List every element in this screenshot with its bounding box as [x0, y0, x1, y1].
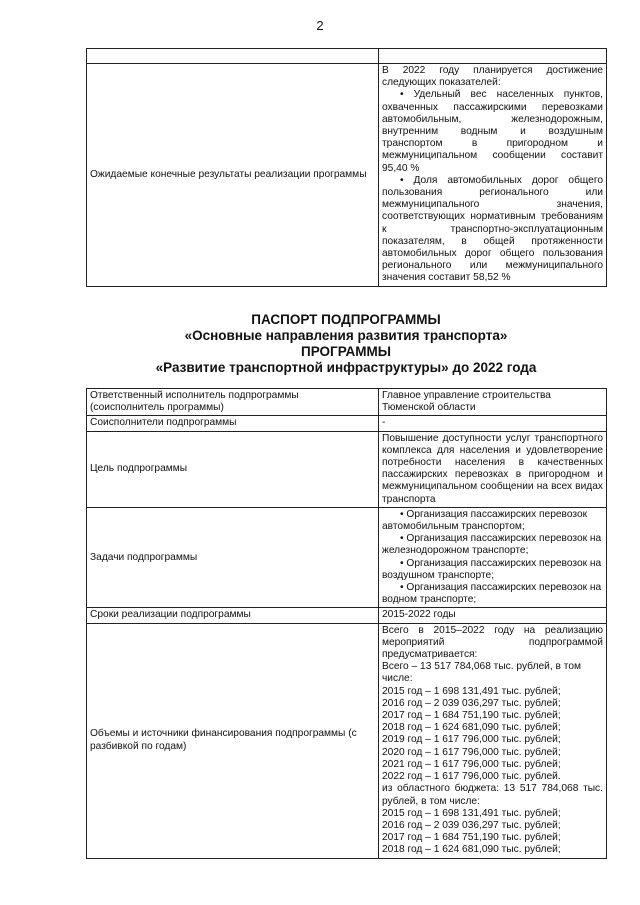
- funding-regional-year: 2015 год – 1 698 131,491 тыс. рублей;: [382, 807, 561, 819]
- funding-year: 2018 год – 1 624 681,090 тыс. рублей;: [382, 722, 561, 734]
- row-value: [379, 507, 607, 608]
- funding-year: 2016 год – 2 039 036,297 тыс. рублей;: [382, 697, 561, 709]
- row-label: Ответственный исполнитель подпрограммы (соисполнитель программы): [87, 389, 379, 416]
- task-item: • Организация пассажирских перевозок на железнодорожном транспорте;: [382, 533, 602, 557]
- row-label: Задачи подпрограммы: [87, 507, 379, 608]
- title-line: ПАСПОРТ ПОДПРОГРАММЫ: [251, 312, 441, 327]
- title-line: «Развитие транспортной инфраструктуры» до 2022 года: [155, 360, 537, 375]
- row-value: -: [379, 416, 607, 431]
- funding-total: Всего – 13 517 784,068 тыс. рублей, в том числе:: [382, 661, 581, 685]
- funding-regional-year: 2017 год – 1 684 751,190 тыс. рублей;: [382, 832, 561, 844]
- task-item: • Организация пассажирских перевозок автомобильным транспортом;: [382, 508, 588, 533]
- task-item: • Организация пассажирских перевозок на водном транспорте;: [382, 582, 602, 606]
- row-label: Соисполнители подпрограммы: [87, 416, 379, 431]
- funding-intro: Всего в 2015–2022 году на реализацию мероприятий подпрограммой предусматривается:: [382, 624, 603, 661]
- table-row: [87, 416, 607, 431]
- table-row: [87, 608, 607, 623]
- row-value: 2015-2022 годы: [379, 608, 607, 623]
- funding-regional-year: 2016 год – 2 039 036,297 тыс. рублей;: [382, 819, 561, 831]
- row-label: Объемы и источники финансирования подпрограммы (с разбивкой по годам): [87, 623, 379, 858]
- row-value: [379, 623, 607, 858]
- title-line: «Основные направления развития транспорта»: [184, 328, 508, 343]
- title-line: ПРОГРАММЫ: [301, 344, 391, 359]
- page-number: 2: [316, 18, 324, 33]
- task-item: • Организация пассажирских перевозок на воздушном транспорте;: [382, 557, 602, 581]
- row-value: Главное управление строительства Тюменской области: [379, 389, 607, 416]
- subprogram-passport-table: [86, 388, 607, 859]
- table-cell: [379, 49, 607, 64]
- results-value: [379, 64, 607, 287]
- table-row: [87, 507, 607, 608]
- table-row: [87, 623, 607, 858]
- row-label: Цель подпрограммы: [87, 431, 379, 507]
- funding-year: 2017 год – 1 684 751,190 тыс. рублей;: [382, 710, 561, 722]
- funding-year: 2019 год – 1 617 796,000 тыс. рублей;: [382, 734, 561, 746]
- results-bullet: • Доля автомобильных дорог общего пользования регионального или межмуниципального значения, соответствующих нормативным требованиям к транспортно-эксплуатационным показателям, в общей протяженности автомобильных дорог общего пользования регионального или межмуниципального значения составит 58,52 %: [382, 174, 603, 284]
- table-row: [87, 389, 607, 416]
- results-intro: В 2022 году планируется достижение следующих показателей:: [382, 65, 603, 89]
- funding-year: 2022 год – 1 617 796,000 тыс. рублей.: [382, 771, 561, 783]
- subprogram-passport-title: [86, 312, 606, 376]
- funding-year: 2020 год – 1 617 796,000 тыс. рублей;: [382, 746, 561, 758]
- table-row: [87, 49, 607, 64]
- table-cell: [87, 49, 379, 64]
- program-results-table: [86, 48, 607, 287]
- funding-year: 2021 год – 1 617 796,000 тыс. рублей;: [382, 758, 561, 770]
- row-value: Повышение доступности услуг транспортного комплекса для населения и удовлетворение потребности населения в качественных пассажирских перевозках в пригородном и межмуниципальном сообщении на всех видах транспорта: [379, 431, 607, 507]
- funding-regional-year: 2018 год – 1 624 681,090 тыс. рублей;: [382, 844, 561, 856]
- results-label: Ожидаемые конечные результаты реализации программы: [87, 64, 379, 287]
- table-row: [87, 431, 607, 507]
- funding-regional: из областного бюджета: 13 517 784,068 тыс. рублей, в том числе:: [382, 783, 603, 807]
- row-label: Сроки реализации подпрограммы: [87, 608, 379, 623]
- table-row: [87, 64, 607, 287]
- funding-year: 2015 год – 1 698 131,491 тыс. рублей;: [382, 685, 561, 697]
- results-bullet: • Удельный вес населенных пунктов, охваченных пассажирскими перевозками автомобильным, железнодорожным, внутренним водным и воздушным транспортом в пригородном и межмуниципальном сообщении составит 95,40 %: [382, 89, 603, 174]
